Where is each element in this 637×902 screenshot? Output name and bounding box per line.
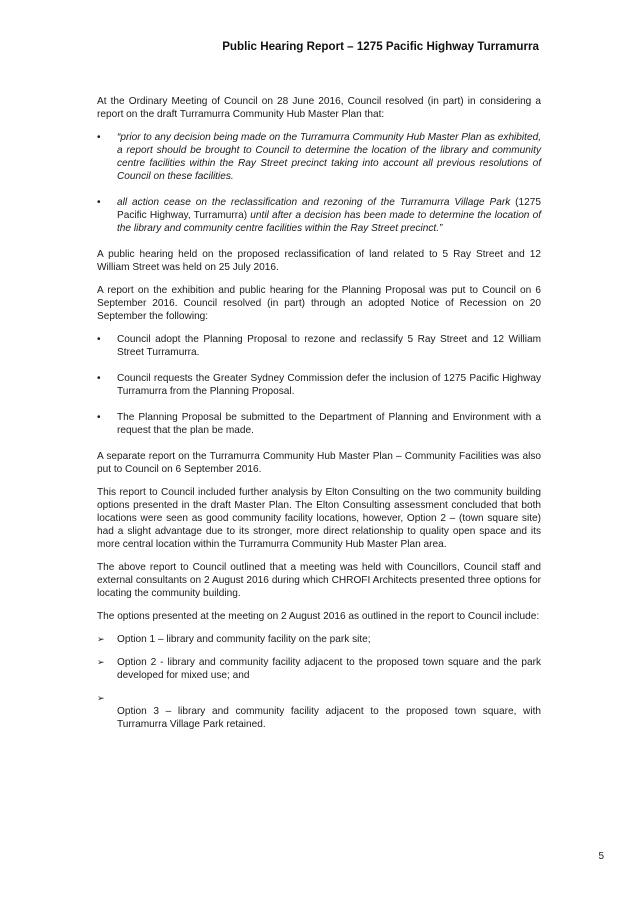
list-item-italic-text: “prior to any decision being made on the Turramurra Community Hub Master Plan as exhibited, a report should be brought to Council to determine the location of the library and community centre facilities within the Ray Street precinct taking into account all previous resolutions of Council on these facilities.	[117, 132, 541, 182]
list-item-text: The Planning Proposal be submitted to the Department of Planning and Environment with a request that the plan be made.	[117, 412, 541, 436]
arrow-bullet-icon: ➢	[97, 634, 105, 644]
bullet-icon: •	[97, 197, 101, 208]
paragraph: A report on the exhibition and public hearing for the Planning Proposal was put to Council on 6 September 2016. Council resolved (in part) through an adopted Notice of Recession on 20 September the following:	[97, 285, 541, 322]
bullet-icon: •	[97, 373, 101, 384]
list-item-text: Council adopt the Planning Proposal to rezone and reclassify 5 Ray Street and 12 William Street Turramurra.	[117, 334, 541, 358]
option-item	[97, 705, 541, 731]
option-item	[97, 692, 541, 705]
list-item-italic-text: until after a decision has been made to determine the location of the library and community centre facilities within the Ray Street precinct.”	[117, 210, 542, 234]
option-text: Option 3 – library and community facility adjacent to the proposed town square, with Turramurra Village Park retained.	[117, 706, 541, 730]
list-item	[97, 372, 541, 398]
arrow-bullet-icon: ➢	[97, 657, 105, 667]
arrow-bullet-icon: ➢	[97, 693, 105, 703]
resolution-list	[97, 131, 541, 235]
bullet-icon: •	[97, 132, 101, 143]
paragraph: This report to Council included further analysis by Elton Consulting on the two community building options presented in the draft Master Plan. The Elton Consulting assessment concluded that both locations were seen as good community facility locations, however, Option 2 – (town square site) had a slight advantage due to its stronger, more direct relationship to quality open space and its more central location within the Turramurra Community Hub Master Plan area.	[97, 487, 541, 550]
option-item	[97, 656, 541, 682]
list-item-italic-text: all action cease on the reclassification and rezoning of the Turramurra Village Park	[117, 197, 511, 208]
bullet-icon: •	[97, 412, 101, 423]
bullet-icon: •	[97, 334, 101, 345]
paragraph: The options presented at the meeting on 2 August 2016 as outlined in the report to Council include:	[97, 611, 540, 622]
list-item-text: (1275 Pacific Highway, Turramurra)	[117, 197, 542, 221]
paragraph: The above report to Council outlined that a meeting was held with Councillors, Council staff and external consultants on 2 August 2016 during which CHROFI Architects presented three options for locating the community building.	[97, 562, 541, 599]
list-item	[97, 131, 541, 183]
option-text: Option 1 – library and community facility on the park site;	[117, 634, 371, 645]
paragraph: A separate report on the Turramurra Community Hub Master Plan – Community Facilities was also put to Council on 6 September 2016.	[97, 451, 541, 475]
option-item	[97, 633, 541, 646]
document-body	[97, 95, 541, 741]
page-number: 5	[598, 851, 604, 862]
page-header: Public Hearing Report – 1275 Pacific Highway Turramurra	[222, 40, 539, 53]
paragraph: A public hearing held on the proposed reclassification of land related to 5 Ray Street and 12 William Street was held on 25 July 2016.	[97, 249, 541, 273]
resolution-list	[97, 333, 541, 437]
list-item-text: Council requests the Greater Sydney Commission defer the inclusion of 1275 Pacific Highway Turramurra from the Planning Proposal.	[117, 373, 541, 397]
paragraph: At the Ordinary Meeting of Council on 28 June 2016, Council resolved (in part) in considering a report on the draft Turramurra Community Hub Master Plan that:	[97, 96, 541, 120]
list-item	[97, 196, 541, 235]
options-list	[97, 633, 541, 731]
list-item	[97, 411, 541, 437]
list-item	[97, 333, 541, 359]
option-text: Option 2 - library and community facility adjacent to the proposed town square and the park developed for mixed use; and	[117, 657, 541, 681]
